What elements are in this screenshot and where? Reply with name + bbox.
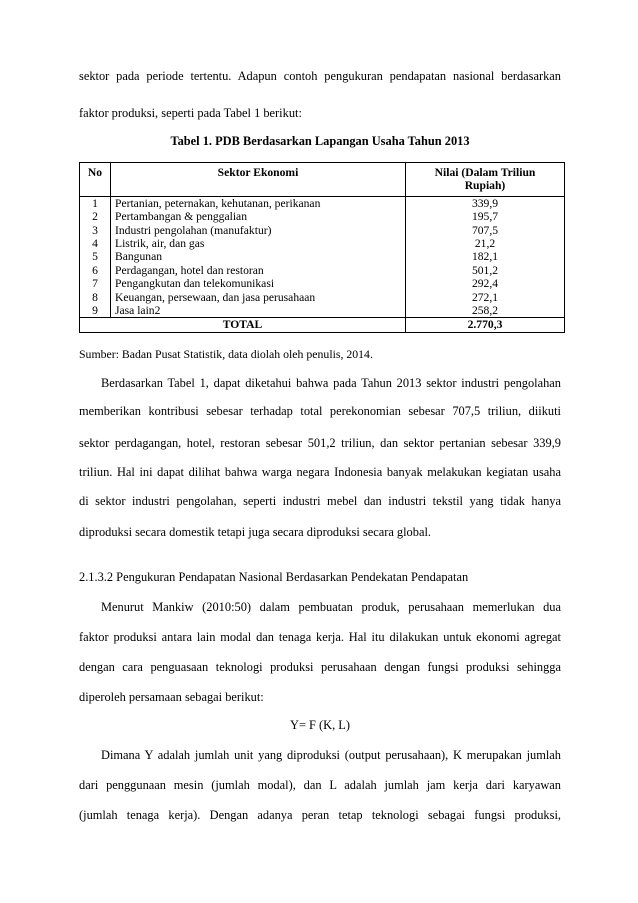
- table-cell-no: 7: [92, 277, 98, 291]
- table-cell-no: 2: [92, 210, 98, 224]
- section-heading: 2.1.3.2 Pengukuran Pendapatan Nasional Berdasarkan Pendekatan Pendapatan: [79, 570, 469, 584]
- paragraph-line: triliun. Hal ini dapat dilihat bahwa warga negara Indonesia banyak melakukan kegiatan usaha: [79, 465, 561, 479]
- paragraph-line: Menurut Mankiw (2010:50) dalam pembuatan produk, perusahaan memerlukan dua: [101, 600, 561, 614]
- table-cell-no: 3: [92, 223, 98, 237]
- paragraph-line: dari penggunaan mesin (jumlah modal), dan L adalah jumlah jam kerja dari karyawan: [79, 778, 561, 792]
- table-cell-sektor: Pertambangan & penggalian: [115, 210, 247, 224]
- table-cell-no: 6: [92, 263, 98, 277]
- header-nilai-line2: Rupiah): [464, 179, 506, 193]
- table-cell-sektor: Keuangan, persewaan, dan jasa perusahaan: [115, 290, 316, 304]
- table-cell-nilai: 292,4: [471, 277, 499, 291]
- table-cell-nilai: 707,5: [471, 223, 499, 237]
- table-cell-sektor: Listrik, air, dan gas: [115, 236, 205, 250]
- total-label: TOTAL: [80, 318, 406, 332]
- no-column: [80, 196, 111, 318]
- table-cell-nilai: 272,1: [471, 290, 499, 304]
- table-cell-nilai: 195,7: [471, 210, 499, 224]
- table-cell-sektor: Jasa lain2: [115, 303, 161, 317]
- total-value: 2.770,3: [406, 318, 565, 332]
- table-cell-nilai: 501,2: [471, 263, 499, 277]
- table-cell-no: 1: [92, 196, 98, 210]
- table-source: Sumber: Badan Pusat Statistik, data diolah oleh penulis, 2014.: [79, 347, 373, 361]
- table-header-row: [80, 163, 565, 197]
- paragraph-line: Dimana Y adalah jumlah unit yang diproduksi (output perusahaan), K merupakan jumlah: [101, 748, 561, 762]
- paragraph-line: sektor perdagangan, hotel, restoran sebesar 501,2 triliun, dan sektor pertanian sebesar 339,9: [79, 436, 561, 450]
- table-cell-sektor: Bangunan: [115, 250, 163, 264]
- table-body-row: [80, 196, 565, 318]
- table-cell-nilai: 339,9: [471, 196, 499, 210]
- table-cell-no: 8: [92, 290, 98, 304]
- header-nilai-line1: Nilai (Dalam Triliun: [434, 166, 536, 179]
- table-cell-nilai: 21,2: [474, 236, 496, 250]
- paragraph-line: dengan cara penguasaan teknologi produksi perusahaan dengan fungsi produksi sehingga: [79, 660, 561, 674]
- paragraph-line: (jumlah tenaga kerja). Dengan adanya peran tetap teknologi sebagai fungsi produksi,: [79, 808, 561, 822]
- equation: Y= F (K, L): [290, 718, 350, 732]
- header-sektor: Sektor Ekonomi: [111, 163, 406, 197]
- table-cell-no: 4: [92, 236, 98, 250]
- table-cell-nilai: 182,1: [471, 250, 499, 264]
- table-cell-nilai: 258,2: [471, 303, 499, 317]
- header-nilai: [406, 163, 565, 197]
- paragraph-line: memberikan kontribusi sebesar terhadap total perekonomian sebesar 707,5 triliun, diikuti: [79, 404, 561, 418]
- intro-line-1: sektor pada periode tertentu. Adapun contoh pengukuran pendapatan nasional berdasarkan: [79, 69, 561, 83]
- table-cell-sektor: Industri pengolahan (manufaktur): [115, 223, 272, 237]
- nilai-column: [406, 196, 565, 318]
- sektor-column: [111, 196, 406, 318]
- header-no: No: [80, 163, 111, 197]
- table-cell-no: 9: [92, 303, 98, 317]
- paragraph-line: faktor produksi antara lain modal dan tenaga kerja. Hal itu dilakukan untuk ekonomi agregat: [79, 630, 561, 644]
- table-cell-no: 5: [92, 250, 98, 264]
- table-cell-sektor: Pengangkutan dan telekomunikasi: [115, 277, 275, 291]
- intro-line-2: faktor produksi, seperti pada Tabel 1 berikut:: [79, 106, 302, 120]
- pdb-table: [79, 162, 565, 333]
- paragraph-line: Berdasarkan Tabel 1, dapat diketahui bahwa pada Tahun 2013 sektor industri pengolahan: [101, 376, 561, 390]
- table-caption: Tabel 1. PDB Berdasarkan Lapangan Usaha Tahun 2013: [170, 134, 470, 148]
- paragraph-line: diproduksi secara domestik tetapi juga secara diproduksi secara global.: [79, 525, 431, 539]
- paragraph-line: diperoleh persamaan sebagai berikut:: [79, 690, 264, 704]
- paragraph-line: di sektor industri pengolahan, seperti industri mebel dan industri tekstil yang tidak hanya: [79, 494, 561, 508]
- table-total-row: [80, 318, 565, 332]
- table-cell-sektor: Pertanian, peternakan, kehutanan, perikanan: [115, 196, 321, 210]
- table-cell-sektor: Perdagangan, hotel dan restoran: [115, 263, 264, 277]
